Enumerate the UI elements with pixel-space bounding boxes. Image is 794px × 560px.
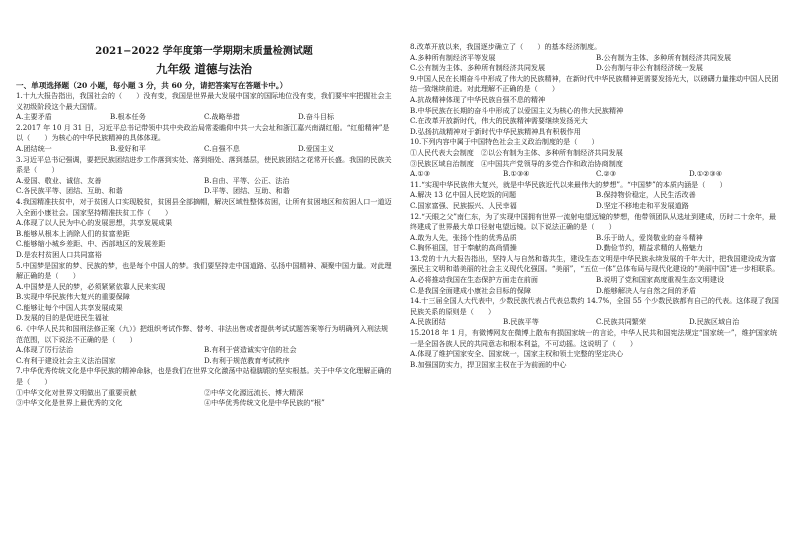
left-question-list	[16, 91, 392, 409]
answer-option: A.多种所有制经济平等发展	[410, 52, 496, 62]
question-item	[410, 74, 782, 138]
answer-option: B.能够从根本上消除人们的贫富差距	[16, 228, 130, 238]
option-list	[410, 233, 782, 254]
option-list	[410, 275, 782, 296]
option-list	[410, 169, 782, 180]
answer-option: B.爱好和平	[110, 143, 146, 153]
answer-option: A.中国梦是人民的梦，必须紧紧依靠人民来实现	[16, 281, 166, 291]
answer-option: ③民族区域自治制度 ④中国共产党领导的多党合作和政治协商制度	[410, 158, 623, 168]
question-stem: 13.党的十九大报告指出，坚持人与自然和谐共生，建设生态文明是中华民族永续发展的千年大计，把我国建设成为富强民主文明和谐美丽的社会主义现代化强国。“美丽”，“五位一体”总体布局与现代化建设的“美丽中国”进一步相联系。	[410, 253, 780, 274]
answer-option: B.民族平等	[503, 317, 539, 327]
answer-option: A.必将推动我国在生态保护方面走在前面	[410, 275, 538, 285]
question-item	[410, 328, 782, 370]
answer-option: ③中华文化是世界上最优秀的文化	[16, 398, 123, 408]
question-stem: 10.下列内容中属于中国特色社会主义政治制度的是（ ）	[410, 137, 599, 147]
answer-option: C.国家富强、民族振兴、人民幸福	[410, 200, 517, 210]
question-stem: 4.我国精准扶贫中，对于贫困人口实现脱贫，贫困县全部摘帽，解决区域性整体贫困，让所有贫困地区和贫困人口一道迈入全面小康社会。国家坚持精准扶贫工作（ ）	[16, 196, 392, 217]
answer-option: C.战略举措	[204, 112, 240, 122]
answer-option: A.爱国、敬业、诚信、友善	[16, 175, 102, 185]
option-list	[410, 95, 782, 137]
question-item	[410, 137, 782, 169]
answer-option: B.说明了党和国家高度重视生态文明建设	[596, 275, 725, 285]
question-item	[410, 296, 782, 328]
option-list	[16, 218, 392, 260]
section-heading: 一、单项选择题（20 小题，每小题 3 分，共 60 分，请把答案写在答题卡中。）	[16, 81, 288, 90]
question-stem: 11.“实现中华民族伟大复兴，就是中华民族近代以来最伟大的梦想”。“中国梦”的本质内涵是（ ）	[410, 179, 727, 189]
answer-option: C.自强不息	[204, 143, 240, 153]
answer-option: D.奋斗目标	[298, 112, 335, 122]
answer-option: B.乐于助人，爱岗敬业的奋斗精神	[596, 232, 703, 242]
answer-option: B.有利于营造诚实守信的社会	[204, 345, 297, 355]
option-list	[16, 388, 392, 409]
question-item	[410, 212, 782, 254]
question-stem: 1.十九大报告指出，我国社会的（ ）没有变，我国是世界最大发展中国家的国际地位没有变，我们要牢牢把握社会主义初级阶段这个最大国情。	[16, 91, 392, 111]
question-item	[16, 366, 392, 408]
question-item	[16, 155, 392, 197]
question-item	[16, 197, 392, 261]
question-stem: 14.十三届全国人大代表中，少数民族代表占代表总数约 14.7%，全国 55 个少数民族都有自己的代表。这体现了我国民族关系的原则是（ ）	[410, 296, 779, 316]
answer-option: D.是农村贫困人口共同富裕	[16, 249, 102, 259]
question-stem: 2.2017 年 10 月 31 日，习近平总书记带领中共中央政治局常委瞻仰中共一大会址和浙江嘉兴南湖红船。“红船精神”是以（ ）为核心的中华民族精神的具体体现。	[16, 122, 390, 143]
option-list	[16, 112, 392, 123]
answer-option: ①人民代表大会制度 ②以公有制为主体、多种所有制经济共同发展	[410, 147, 623, 157]
answer-option: D.民族区域自治	[689, 317, 740, 327]
answer-option: C.是我国全面建成小康社会目标的保障	[410, 285, 531, 295]
answer-option: D.平等、团结、互助、和谐	[204, 186, 290, 196]
answer-option: A.抗战精神体现了中华民族自强不息的精神	[410, 94, 546, 104]
answer-option: B.自由、平等、公正、法治	[204, 175, 290, 185]
question-item	[16, 91, 392, 123]
answer-option: C.各民族平等、团结、互助、和谐	[16, 186, 123, 196]
question-stem: 5.中国梦是国家的梦、民族的梦，也是每个中国人的梦。我们要坚持走中国道路、弘扬中国精神、凝聚中国力量。对此理解正确的是（ ）	[16, 260, 392, 281]
option-list	[16, 144, 392, 155]
answer-option: B.保持物价稳定，人民生活改善	[596, 190, 696, 200]
answer-option: A.民族团结	[410, 317, 446, 327]
question-item	[16, 261, 392, 325]
answer-option: D.有利于规范教育考试秩序	[204, 355, 290, 365]
answer-option: B.实现中华民族伟大复兴的重要保障	[16, 292, 130, 302]
option-list	[410, 190, 782, 211]
option-list	[410, 317, 782, 328]
answer-option: A.体现了维护国家安全、国家统一，国家主权和领土完整的坚定决心	[410, 349, 624, 359]
question-stem: 15.2018 年 1 月，有微博网友在微博上散布有损国家统一的言论，中华人民共和国宪法规定“国家统一”，维护国家统一是全国各族人民的共同意志和根本利益，不可动摇。这说明了（ ）	[410, 328, 778, 348]
question-item	[410, 254, 782, 296]
answer-option: ①中华文化对世界文明做出了重要贡献	[16, 387, 137, 397]
answer-option: A.①③	[410, 169, 431, 179]
answer-option: A.体现了厉行法治	[16, 345, 74, 355]
option-list	[410, 148, 782, 169]
question-stem: 6.《中华人民共和国刑法修正案（九）》把组织考试作弊、替考、非法出售或者提供考试试题答案等行为明确列入刑法规范范围，以下说法不正确的是（ ）	[16, 324, 389, 344]
question-item	[410, 169, 782, 180]
right-column	[410, 0, 782, 370]
answer-option: C.能够让每个中国人共享发展成果	[16, 302, 123, 312]
answer-option: C.②③	[596, 169, 617, 179]
answer-option: D.能够解决人与自然之间的矛盾	[596, 285, 696, 295]
question-item	[16, 324, 392, 366]
answer-option: ②中华文化源远流长、博大精深	[204, 387, 304, 397]
question-stem: 7.中华优秀传统文化是中华民族的精神命脉，也是我们在世界文化激荡中站稳脚跟的坚实根基。关于中华文化理解正确的是（ ）	[16, 366, 392, 387]
answer-option: D.公有制与非公有制经济统一发展	[596, 63, 704, 73]
answer-option: B.公有制为主体、多种所有制经济共同发展	[596, 52, 732, 62]
option-list	[16, 176, 392, 197]
answer-option: B.加强国防实力，捍卫国家主权在于为前面的中心	[410, 359, 567, 369]
answer-option: D.①②③④	[689, 169, 723, 179]
question-stem: 8.改革开放以来，我国逐步确立了（ ）的基本经济制度。	[410, 42, 602, 51]
answer-option: A.体现了以人民为中心的发展思想，共享发展成果	[16, 218, 173, 228]
exam-subtitle: 九年级 道德与法治	[155, 62, 252, 76]
answer-option: C.胸怀祖国，甘于奉献的高尚情操	[410, 243, 517, 253]
answer-option: B.①③④	[503, 169, 530, 179]
answer-option: C.能够缩小城乡差距、中、西部地区的发展差距	[16, 239, 166, 249]
answer-option: C.在改革开放新时代，伟大的民族精神需要继续发扬光大	[410, 116, 588, 126]
right-question-list	[410, 42, 782, 370]
answer-option: D.爱国主义	[298, 143, 335, 153]
answer-option: D.弘扬抗战精神对于新时代中华民族精神具有积极作用	[410, 126, 581, 136]
answer-option: A.团结统一	[16, 143, 52, 153]
option-list	[16, 345, 392, 366]
option-list	[16, 282, 392, 324]
option-list	[410, 53, 782, 74]
answer-option: ④中华优秀传统文化是中华民族的“根”	[204, 398, 325, 408]
exam-title: 2021−2022 学年度第一学期期末质量检测试题	[95, 46, 313, 57]
question-item	[410, 42, 782, 74]
question-stem: 12.“天眼之父”南仁东，为了实现中国拥有世界一流射电望远镜的梦想，他带领团队从选址到建成，历时二十余年，最终建成了世界最大单口径射电望远镜。以下说法正确的是（ ）	[410, 211, 777, 232]
left-column	[16, 0, 392, 409]
answer-option: D.坚定不移地走和平发展道路	[596, 200, 689, 210]
answer-option: A.敢为人先，张扬个性的优秀品质	[410, 232, 517, 242]
answer-option: C.公有制为主体、多种所有制经济共同发展	[410, 63, 546, 73]
question-item	[410, 180, 782, 212]
question-stem: 3.习近平总书记强调，要把民族团结进步工作落到实处、落到细处、落到基层，使民族团结之花常开长盛。我国的民族关系是（ ）	[16, 154, 392, 175]
question-stem: 9.中国人民在长期奋斗中形成了伟大的民族精神，在新时代中华民族精神更需要发扬光大，以磅礴力量推动中国人民团结一致继续前进。对此理解不正确的是（ ）	[410, 73, 779, 94]
answer-option: A.主要矛盾	[16, 112, 52, 122]
answer-option: C.民族共同繁荣	[596, 317, 646, 327]
question-item	[16, 123, 392, 155]
answer-option: D.勤俭节约，精益求精的人格魅力	[596, 243, 704, 253]
answer-option: A.解决 13 亿中国人民吃饭的问题	[410, 190, 517, 200]
answer-option: C.有利于建设社会主义法治国家	[16, 355, 116, 365]
answer-option: B.中华民族在长期的奋斗中形成了以爱国主义为核心的伟大民族精神	[410, 105, 624, 115]
answer-option: D.发展的目的是促进民生福祉	[16, 313, 109, 323]
answer-option: B.根本任务	[110, 112, 146, 122]
option-list	[410, 349, 782, 370]
